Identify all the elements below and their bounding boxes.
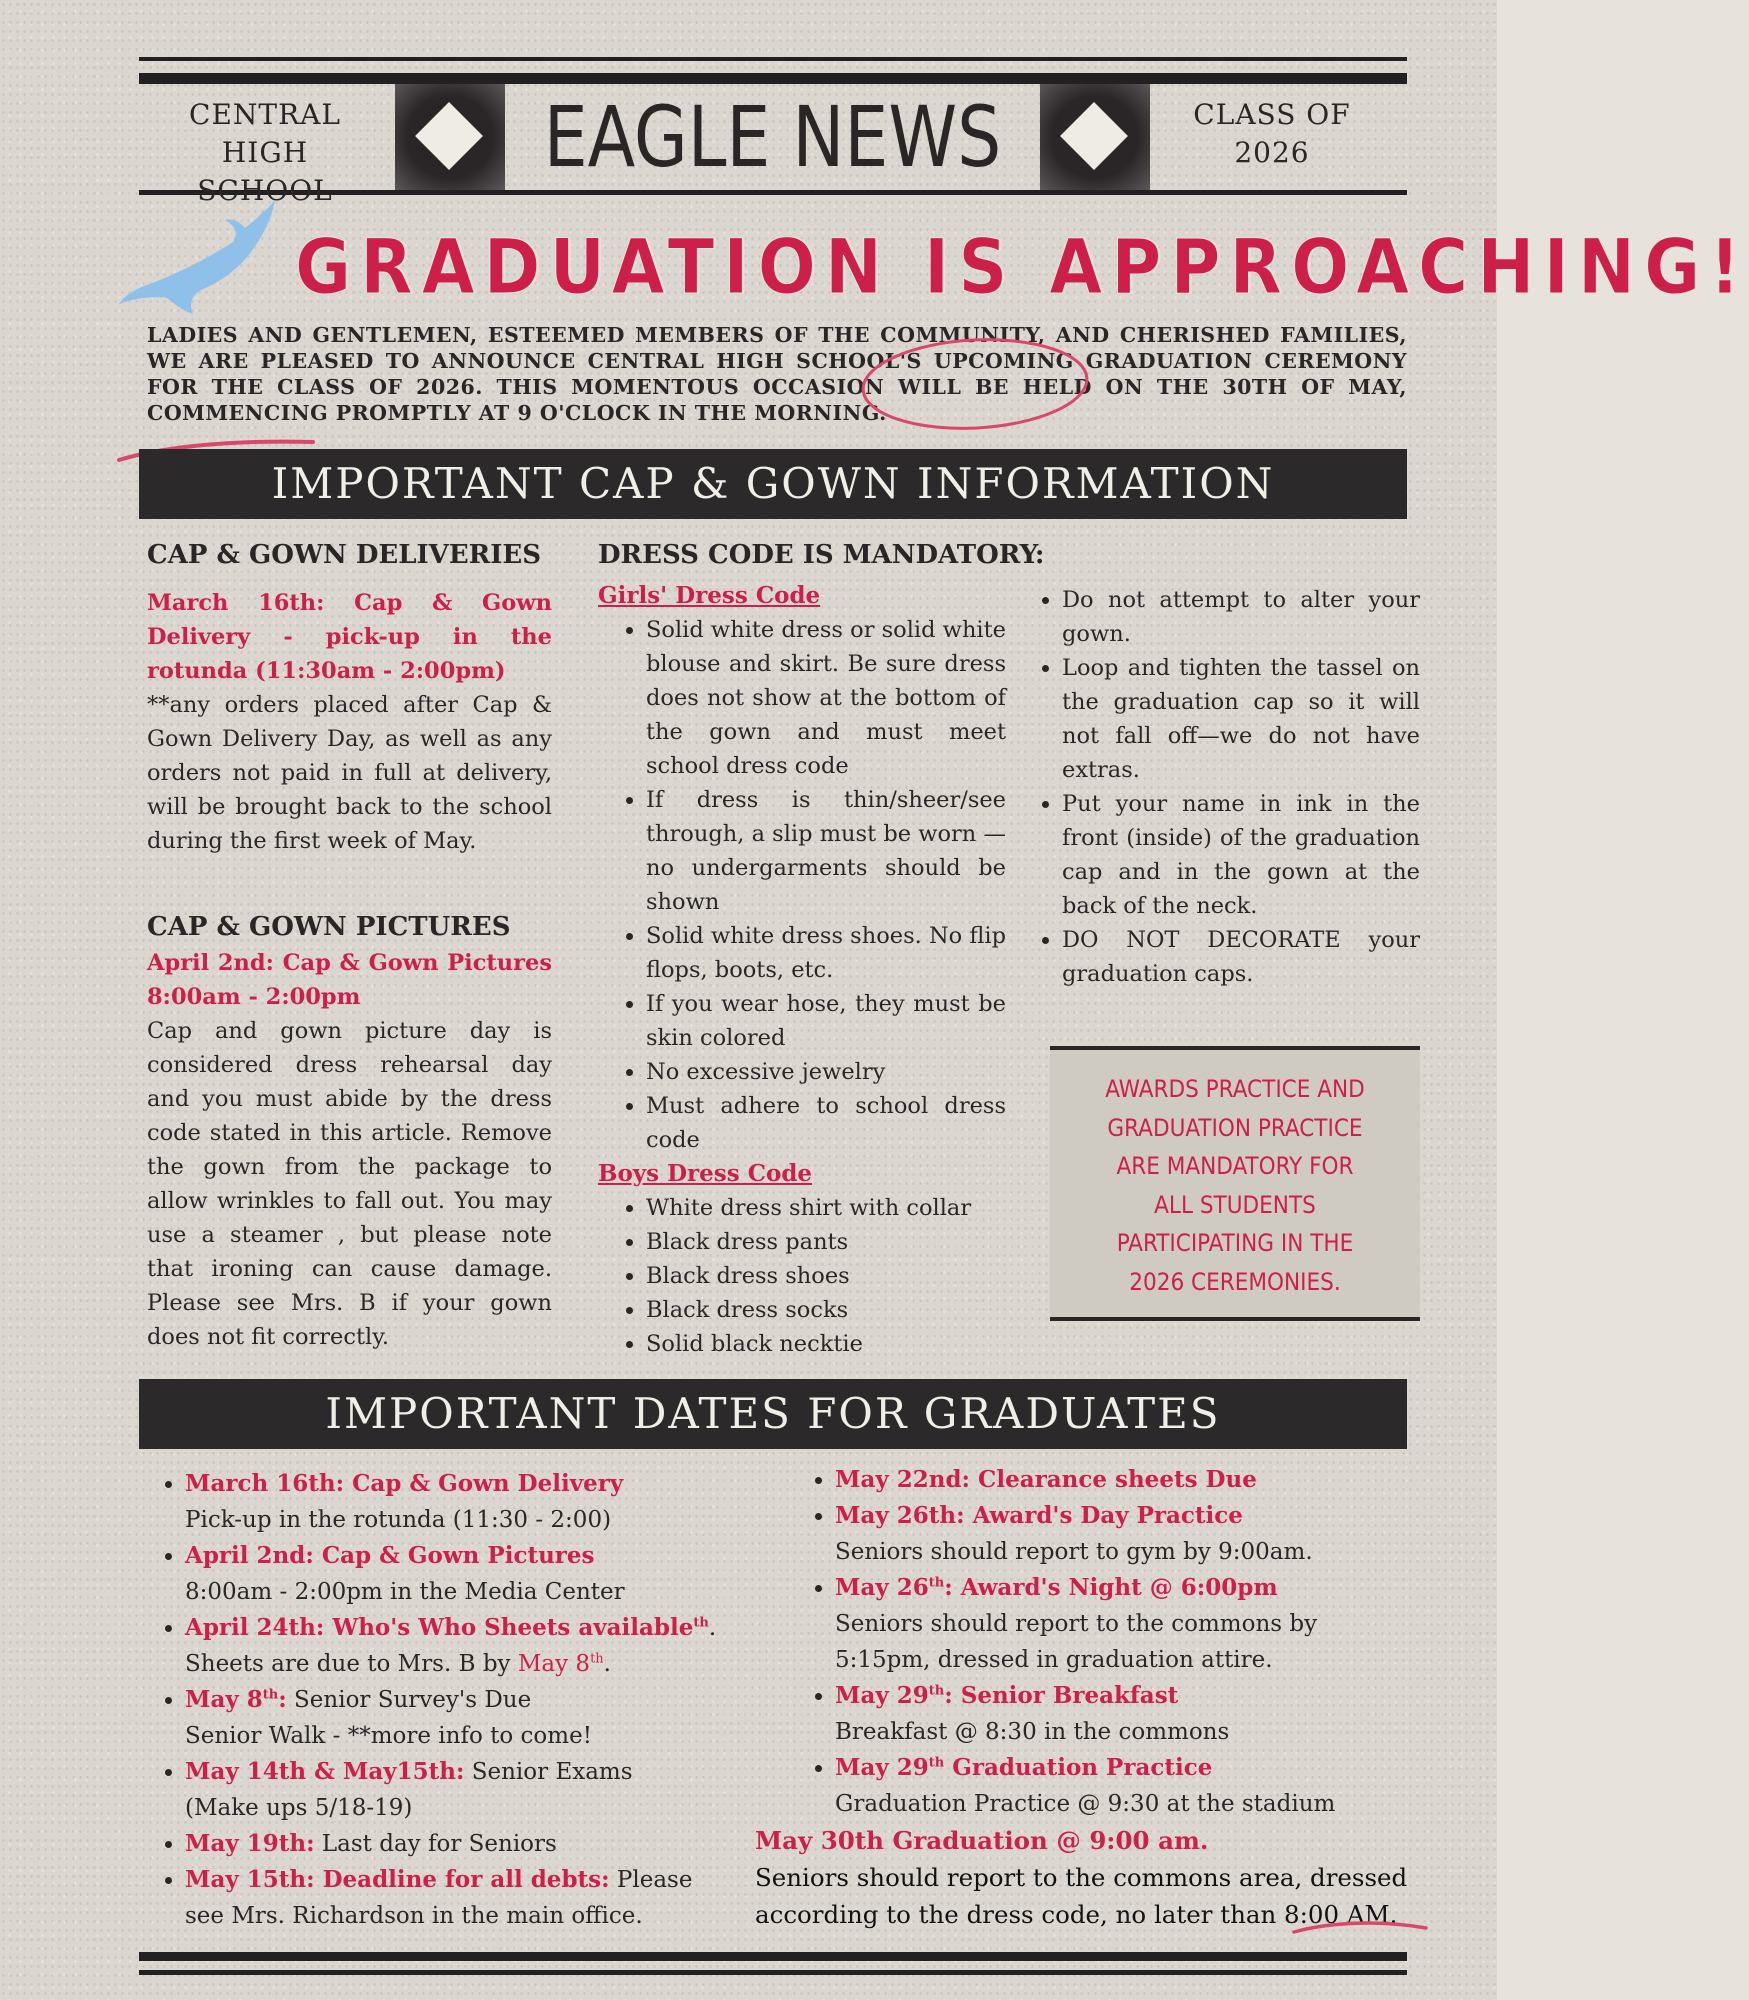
headline: GRADUATION IS APPROACHING! (295, 222, 1749, 311)
date-highlight-rest: : Senior Breakfast (944, 1682, 1179, 1709)
date-ordinal: th (928, 1755, 945, 1771)
class-year: CLASS OF 2026 (1193, 98, 1351, 169)
footer-rule (139, 1952, 1407, 1961)
date-highlight: May 15th: Deadline for all debts: (185, 1866, 610, 1893)
date-text: Last day for Seniors (314, 1831, 557, 1857)
date-detail: (Make ups 5/18-19) (185, 1795, 413, 1821)
masthead-top-rule (139, 57, 1407, 61)
diamond-icon (1040, 84, 1150, 190)
intro-paragraph: LADIES AND GENTLEMEN, ESTEEMED MEMBERS OF THE COMMUNITY, AND CHERISHED FAMILIES, WE ARE PLEASED TO ANNOUNCE CENTRAL HIGH SCHOOL'S UPCOMING GRADUATION CEREMONY FOR THE CLASS OF 2026. THIS MOMENTOUS OCCASION WILL BE HELD ON THE 30TH OF MAY, COMMENCING PROMPTLY AT 9 O'CLOCK IN THE MORNING. (147, 323, 1408, 425)
eagle-icon (115, 192, 285, 322)
notice-line: GRADUATION PRACTICE (1107, 1113, 1363, 1142)
boys-dress-code-list (598, 1191, 1006, 1361)
date-item (835, 1750, 1415, 1822)
date-highlight: May 19th: (185, 1830, 315, 1857)
date-item (835, 1570, 1415, 1678)
event-time: 9 O'CLOCK (517, 401, 651, 425)
notice-line: AWARDS PRACTICE AND (1105, 1075, 1365, 1103)
date-detail: Seniors should report to the commons by 5:15pm, dressed in graduation attire. (835, 1611, 1318, 1673)
delivery-highlight: March 16th: Cap & Gown Delivery - pick-up in the rotunda (11:30am - 2:00pm) (147, 590, 552, 684)
date-highlight: April 24th: Who's Who Sheets available (185, 1614, 694, 1641)
event-date: 30TH OF MAY (1222, 375, 1400, 399)
girls-dress-code-item: • Must adhere to school dress code (646, 1089, 1006, 1157)
newsletter-title: EAGLE NEWS (543, 88, 1002, 186)
date-item (185, 1754, 725, 1826)
girls-dress-code-item: • If you wear hose, they must be skin colored (646, 987, 1006, 1055)
date-detail: Breakfast @ 8:30 in the commons (835, 1719, 1230, 1745)
date-detail-text: Sheets are due to Mrs. B by (185, 1651, 518, 1677)
date-highlight: May 29 (835, 1754, 929, 1781)
general-rules-list (1030, 583, 1420, 991)
school-name: CENTRAL HIGH SCHOOL (189, 98, 341, 207)
date-ordinal: th (262, 1687, 279, 1703)
girls-dress-code-item: • Solid white dress or solid white blouse and skirt. Be sure dress does not show at the bottom of the gown and must meet school dress code (646, 613, 1006, 783)
dates-left-column (145, 1466, 725, 1934)
date-text: Senior Exams (464, 1759, 633, 1785)
pictures-body: Cap and gown picture day is considered dress rehearsal day and you must abide by the dress code stated in this article. Remove the gown from the package to allow wrinkles to fall out. You may use a steamer , but please note that ironing can cause damage. Please see Mrs. B if your gown does not fit correctly. (147, 1018, 552, 1350)
arrival-underline-mark (1290, 1918, 1430, 1938)
girls-dress-code-list (598, 613, 1006, 1157)
girls-dress-code-title: Girls' Dress Code (598, 582, 821, 609)
date-detail: 8:00am - 2:00pm in the Media Center (185, 1579, 625, 1605)
notice-line: PARTICIPATING IN THE (1116, 1229, 1354, 1257)
boys-dress-code-item: • Black dress socks (646, 1293, 1006, 1327)
general-rule-item: • Loop and tighten the tassel on the graduation cap so it will not fall off—we do not have extras. (1062, 651, 1420, 787)
date-text: Please see Mrs. Richardson in the main office. (185, 1867, 693, 1929)
date-detail: Senior Walk - **more info to come! (185, 1723, 592, 1749)
date-highlight-rest: : Award's Night @ 6:00pm (944, 1574, 1278, 1601)
date-detail-date: May 8 (517, 1651, 591, 1677)
general-rule-item: • DO NOT DECORATE your graduation caps. (1062, 923, 1420, 991)
date-highlight-rest: Graduation Practice (944, 1754, 1213, 1781)
date-highlight: March 16th: Cap & Gown Delivery (185, 1470, 624, 1497)
mandatory-practice-notice (1050, 1046, 1420, 1321)
date-item (185, 1466, 725, 1538)
date-detail-end: . (603, 1651, 611, 1677)
pictures-highlight: April 2nd: Cap & Gown Pictures 8:00am - 2:00pm (147, 950, 552, 1010)
delivery-body: **any orders placed after Cap & Gown Delivery Day, as well as any orders not paid in full at delivery, will be brought back to the school during the first week of May. (147, 692, 552, 854)
date-detail (185, 1646, 725, 1682)
date-highlight: April 2nd: Cap & Gown Pictures (185, 1542, 595, 1569)
boys-dress-code-title: Boys Dress Code (598, 1160, 813, 1187)
date-detail-ordinal: th (590, 1651, 604, 1667)
graduation-final-note (755, 1822, 1420, 1933)
girls-dress-code-item: • Solid white dress shoes. No flip flops, boots, etc. (646, 919, 1006, 987)
boys-dress-code-item: • Solid black necktie (646, 1327, 1006, 1361)
date-highlight: May 26th: Award's Day Practice (835, 1502, 1243, 1529)
date-highlight: May 29 (835, 1682, 929, 1709)
boys-dress-code-item: • Black dress shoes (646, 1259, 1006, 1293)
deliveries-heading: CAP & GOWN DELIVERIES (147, 540, 542, 570)
dates-banner: IMPORTANT DATES FOR GRADUATES (139, 1379, 1407, 1449)
date-ordinal: th (693, 1615, 709, 1631)
footer-rule-thin (139, 1970, 1407, 1975)
dress-code-heading: DRESS CODE IS MANDATORY: (598, 540, 1045, 570)
dates-left-list (145, 1466, 725, 1934)
pictures-column (147, 946, 552, 1354)
date-item (185, 1826, 725, 1862)
date-item (185, 1862, 725, 1934)
date-detail: Pick-up in the rotunda (11:30 - 2:00) (185, 1507, 612, 1533)
dates-right-list (795, 1462, 1415, 1822)
date-highlight-rest: : (278, 1686, 287, 1713)
notice-line: 2026 CEREMONIES. (1129, 1267, 1341, 1296)
date-highlight: May 26 (835, 1574, 929, 1601)
date-circle-mark (855, 328, 1095, 438)
notice-line: ARE MANDATORY FOR (1116, 1152, 1354, 1180)
general-rules-column (1030, 583, 1420, 991)
deliveries-column (147, 586, 552, 858)
masthead-top-rule-thick (139, 73, 1407, 84)
date-ordinal: th (928, 1575, 945, 1591)
dates-right-column (795, 1462, 1415, 1822)
date-text: . (708, 1615, 717, 1641)
date-ordinal: th (928, 1683, 945, 1699)
date-item (185, 1610, 725, 1682)
date-item (185, 1682, 725, 1754)
general-rule-item: • Put your name in ink in the front (inside) of the graduation cap and in the gown at the back of the neck. (1062, 787, 1420, 923)
cap-gown-banner: IMPORTANT CAP & GOWN INFORMATION (139, 449, 1407, 519)
date-item (835, 1678, 1415, 1750)
date-highlight: May 8 (185, 1686, 263, 1713)
diamond-icon (395, 84, 505, 190)
pictures-heading: CAP & GOWN PICTURES (147, 912, 511, 942)
general-rule-item: • Do not attempt to alter your gown. (1062, 583, 1420, 651)
boys-dress-code-item: • White dress shirt with collar (646, 1191, 1006, 1225)
date-text: Senior Survey's Due (286, 1687, 532, 1713)
date-highlight: May 14th & May15th: (185, 1758, 465, 1785)
graduation-final-text: Seniors should report to the commons area, dressed according to the dress code, no later than 8:00 AM. (755, 1863, 1408, 1929)
date-item (835, 1498, 1415, 1570)
date-item (835, 1462, 1415, 1498)
boys-dress-code-item: • Black dress pants (646, 1225, 1006, 1259)
dress-code-column (598, 579, 1006, 1361)
date-detail: Graduation Practice @ 9:30 at the stadium (835, 1791, 1336, 1817)
girls-dress-code-item: • If dress is thin/sheer/see through, a slip must be worn —no undergarments should be shown (646, 783, 1006, 919)
graduation-final-title: May 30th Graduation @ 9:00 am. (755, 1826, 1209, 1855)
date-item (185, 1538, 725, 1610)
date-detail: Seniors should report to gym by 9:00am. (835, 1539, 1313, 1565)
date-highlight: May 22nd: Clearance sheets Due (835, 1466, 1257, 1493)
notice-line: ALL STUDENTS (1154, 1190, 1316, 1219)
girls-dress-code-item: • No excessive jewelry (646, 1055, 1006, 1089)
